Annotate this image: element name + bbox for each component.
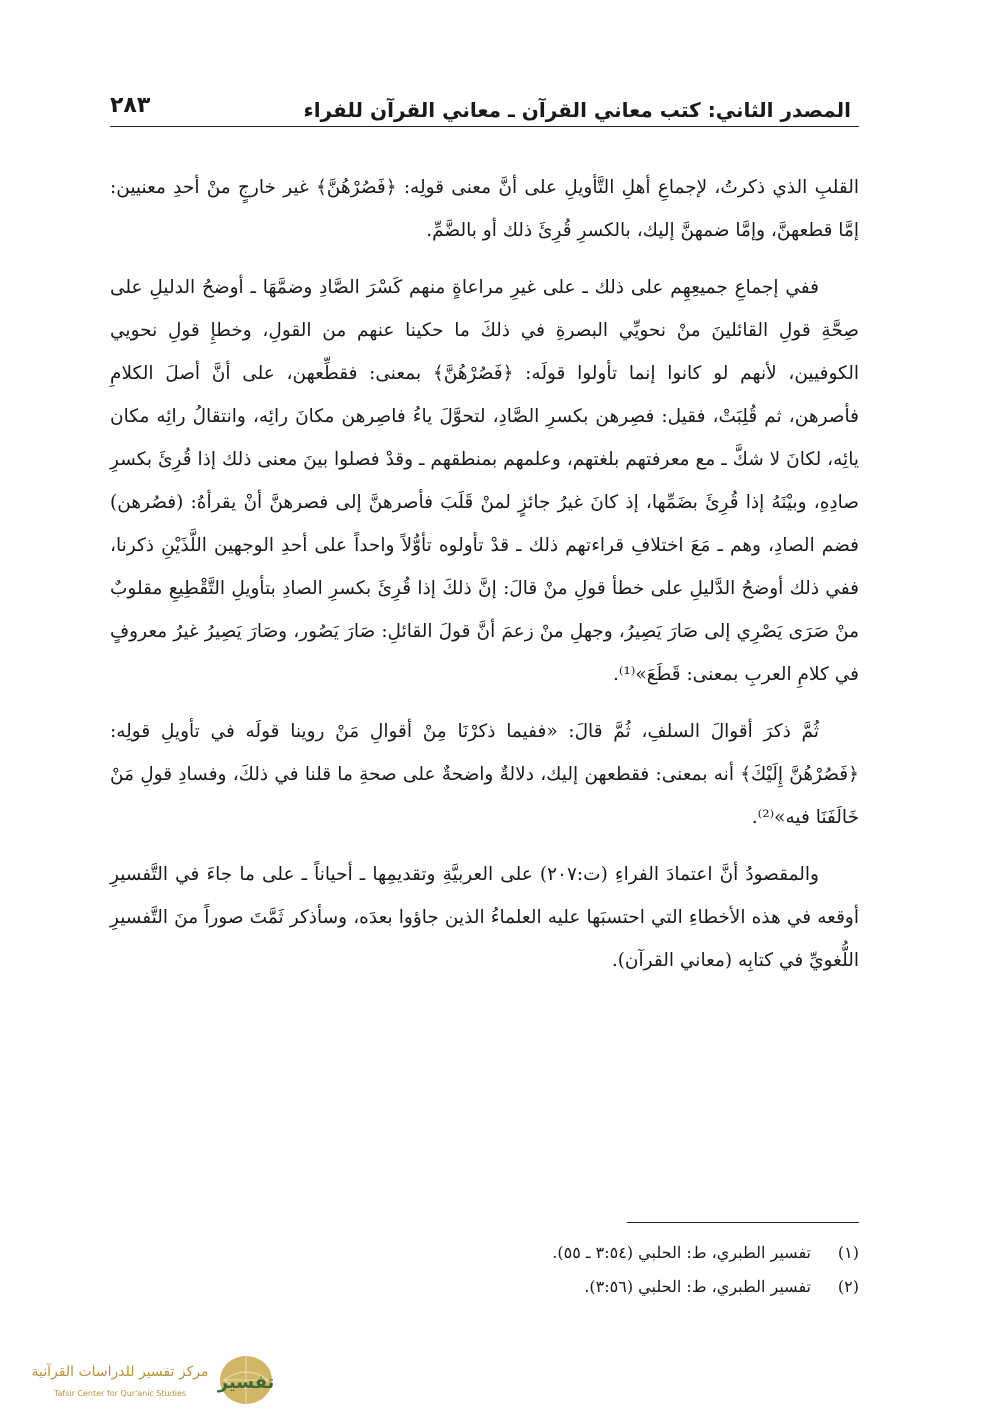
main-text xyxy=(110,166,859,996)
footnote-text: تفسير الطبري، ط: الحلبي (٣:٥٦). xyxy=(584,1277,811,1296)
svg-text:Tafsir Center for Qur'anic Stu: Tafsir Center for Qur'anic Studies xyxy=(53,1389,187,1398)
footnote-number: (١) xyxy=(837,1243,859,1262)
paragraph: ففي إجماعِ جميعِهِم على ذلك ـ على غيرِ مراعاةٍ منهم كَسْرَ الصَّادِ وضمَّهَا ـ أوضحُ الدليلِ على صِحَّةِ قولِ القائلينَ منْ نحويِّي البصرةِ في ذلكَ ما حكينا عنهم من القولِ، وخطإِ قولِ نحويي الكوفيين، لأنهم لو كانوا إنما تأولوا قولَه: ﴿فَصُرْهُنَّ﴾ بمعنى: فقطِّعهن، على أنَّ أصلَ الكلامِ فأصرهن، ثم قُلِبَتْ، فقيل: فصِرهن بكسرِ الصَّادِ، لتحوَّلَ ياءُ فاصِرهن مكانَ رائِه، وانتقالُ رائِه مكان يائِه، لكانَ لا شكَّ ـ مع معرفتهم بلغتهم، وعلمهم بمنطقهم ـ وقدْ فصلوا بينَ معنى ذلك إذا قُرِئَ بكسرِ صادِهِ، وبيْنَهُ إذا قُرِئَ بضَمِّها، إذ كانَ غيرُ جائزٍ لمنْ قَلَبَ فأصرهنَّ إلى فصرهنَّ أنْ يقرأهُ: (فصُرهن) فضم الصادِ، وهم ـ مَعَ اختلافِ قراءتهم ذلك ـ قدْ تأولوه تأوُّلاً واحداً على أحدِ الوجهين اللَّذَيْنِ ذكرنا، ففي ذلك أوضحُ الدَّليلِ على خطأ قولِ منْ قالَ: إنَّ ذلكَ إذا قُرِئَ بكسرِ الصادِ بتأويلِ التَّقْطِيعِ مقلوبٌ منْ صَرَى يَصْرِي إلى صَارَ يَصِيرُ، وجهلِ منْ زعمَ أنَّ قولَ القائلِ: صَارَ يَصُور، وصَارَ يَصِيرُ غيرُ معروفٍ في كلامِ العربِ بمعنى: قَطَعَ»⁽¹⁾. xyxy=(110,277,859,685)
header-divider xyxy=(110,126,859,127)
footnote xyxy=(110,1270,859,1304)
tafsir-center-logo xyxy=(10,1350,278,1410)
svg-text:مركز تفسير للدراسات القرآنية: مركز تفسير للدراسات القرآنية xyxy=(31,1364,209,1380)
paragraph: ثُمَّ ذكرَ أقوالَ السلفِ، ثُمَّ قالَ: «ففيما ذكرْنَا مِنْ أقوالِ مَنْ روينا قولَه في تأويلِ قولِه: ﴿فَصُرْهُنَّ إِلَيْكَ﴾ أنه بمعنى: فقطعهن إليك، دلالةٌ واضحةٌ على صحةِ ما قلنا في ذلكَ، وفسادِ قولِ مَنْ خَالَفَنَا فيه»⁽²⁾. xyxy=(110,721,859,828)
running-title: المصدر الثاني: كتب معاني القرآن ـ معاني القرآن للفراء xyxy=(303,98,851,122)
page-header xyxy=(110,84,851,124)
footnote-number: (٢) xyxy=(837,1277,859,1296)
paragraph: والمقصودُ أنَّ اعتمادَ الفراءِ (ت:٢٠٧) على العربيَّةِ وتقديمِها ـ أحياناً ـ على ما جاءَ في التَّفسيرِ أوقعه في هذه الأخطاءِ التي احتسبَها عليه العلماءُ الذين جاؤوا بعدَه، وسأذكر ثَمَّتَ صوراً منَ التَّفسيرِ اللُّغويِّ في كتابِه (معاني القرآن). xyxy=(110,864,859,971)
footnotes xyxy=(110,1236,859,1304)
svg-text:تفسير: تفسير xyxy=(217,1372,275,1393)
footnote xyxy=(110,1236,859,1270)
footnote-divider xyxy=(627,1222,859,1223)
page-number: ٢٨٣ xyxy=(110,93,151,118)
footnote-text: تفسير الطبري، ط: الحلبي (٣:٥٤ ـ ٥٥). xyxy=(552,1243,811,1262)
paragraph: القلبِ الذي ذكرتُ، لإجماعِ أهلِ التَّأويلِ على أنَّ معنى قولِه: ﴿فَصُرْهُنَّ﴾ غير خارجٍ منْ أحدِ معنيين: إمَّا قطعهنَّ، وإمَّا ضمهنَّ إليك، بالكسرِ قُرِئَ ذلك أو بالضَّمِّ. xyxy=(110,177,859,241)
